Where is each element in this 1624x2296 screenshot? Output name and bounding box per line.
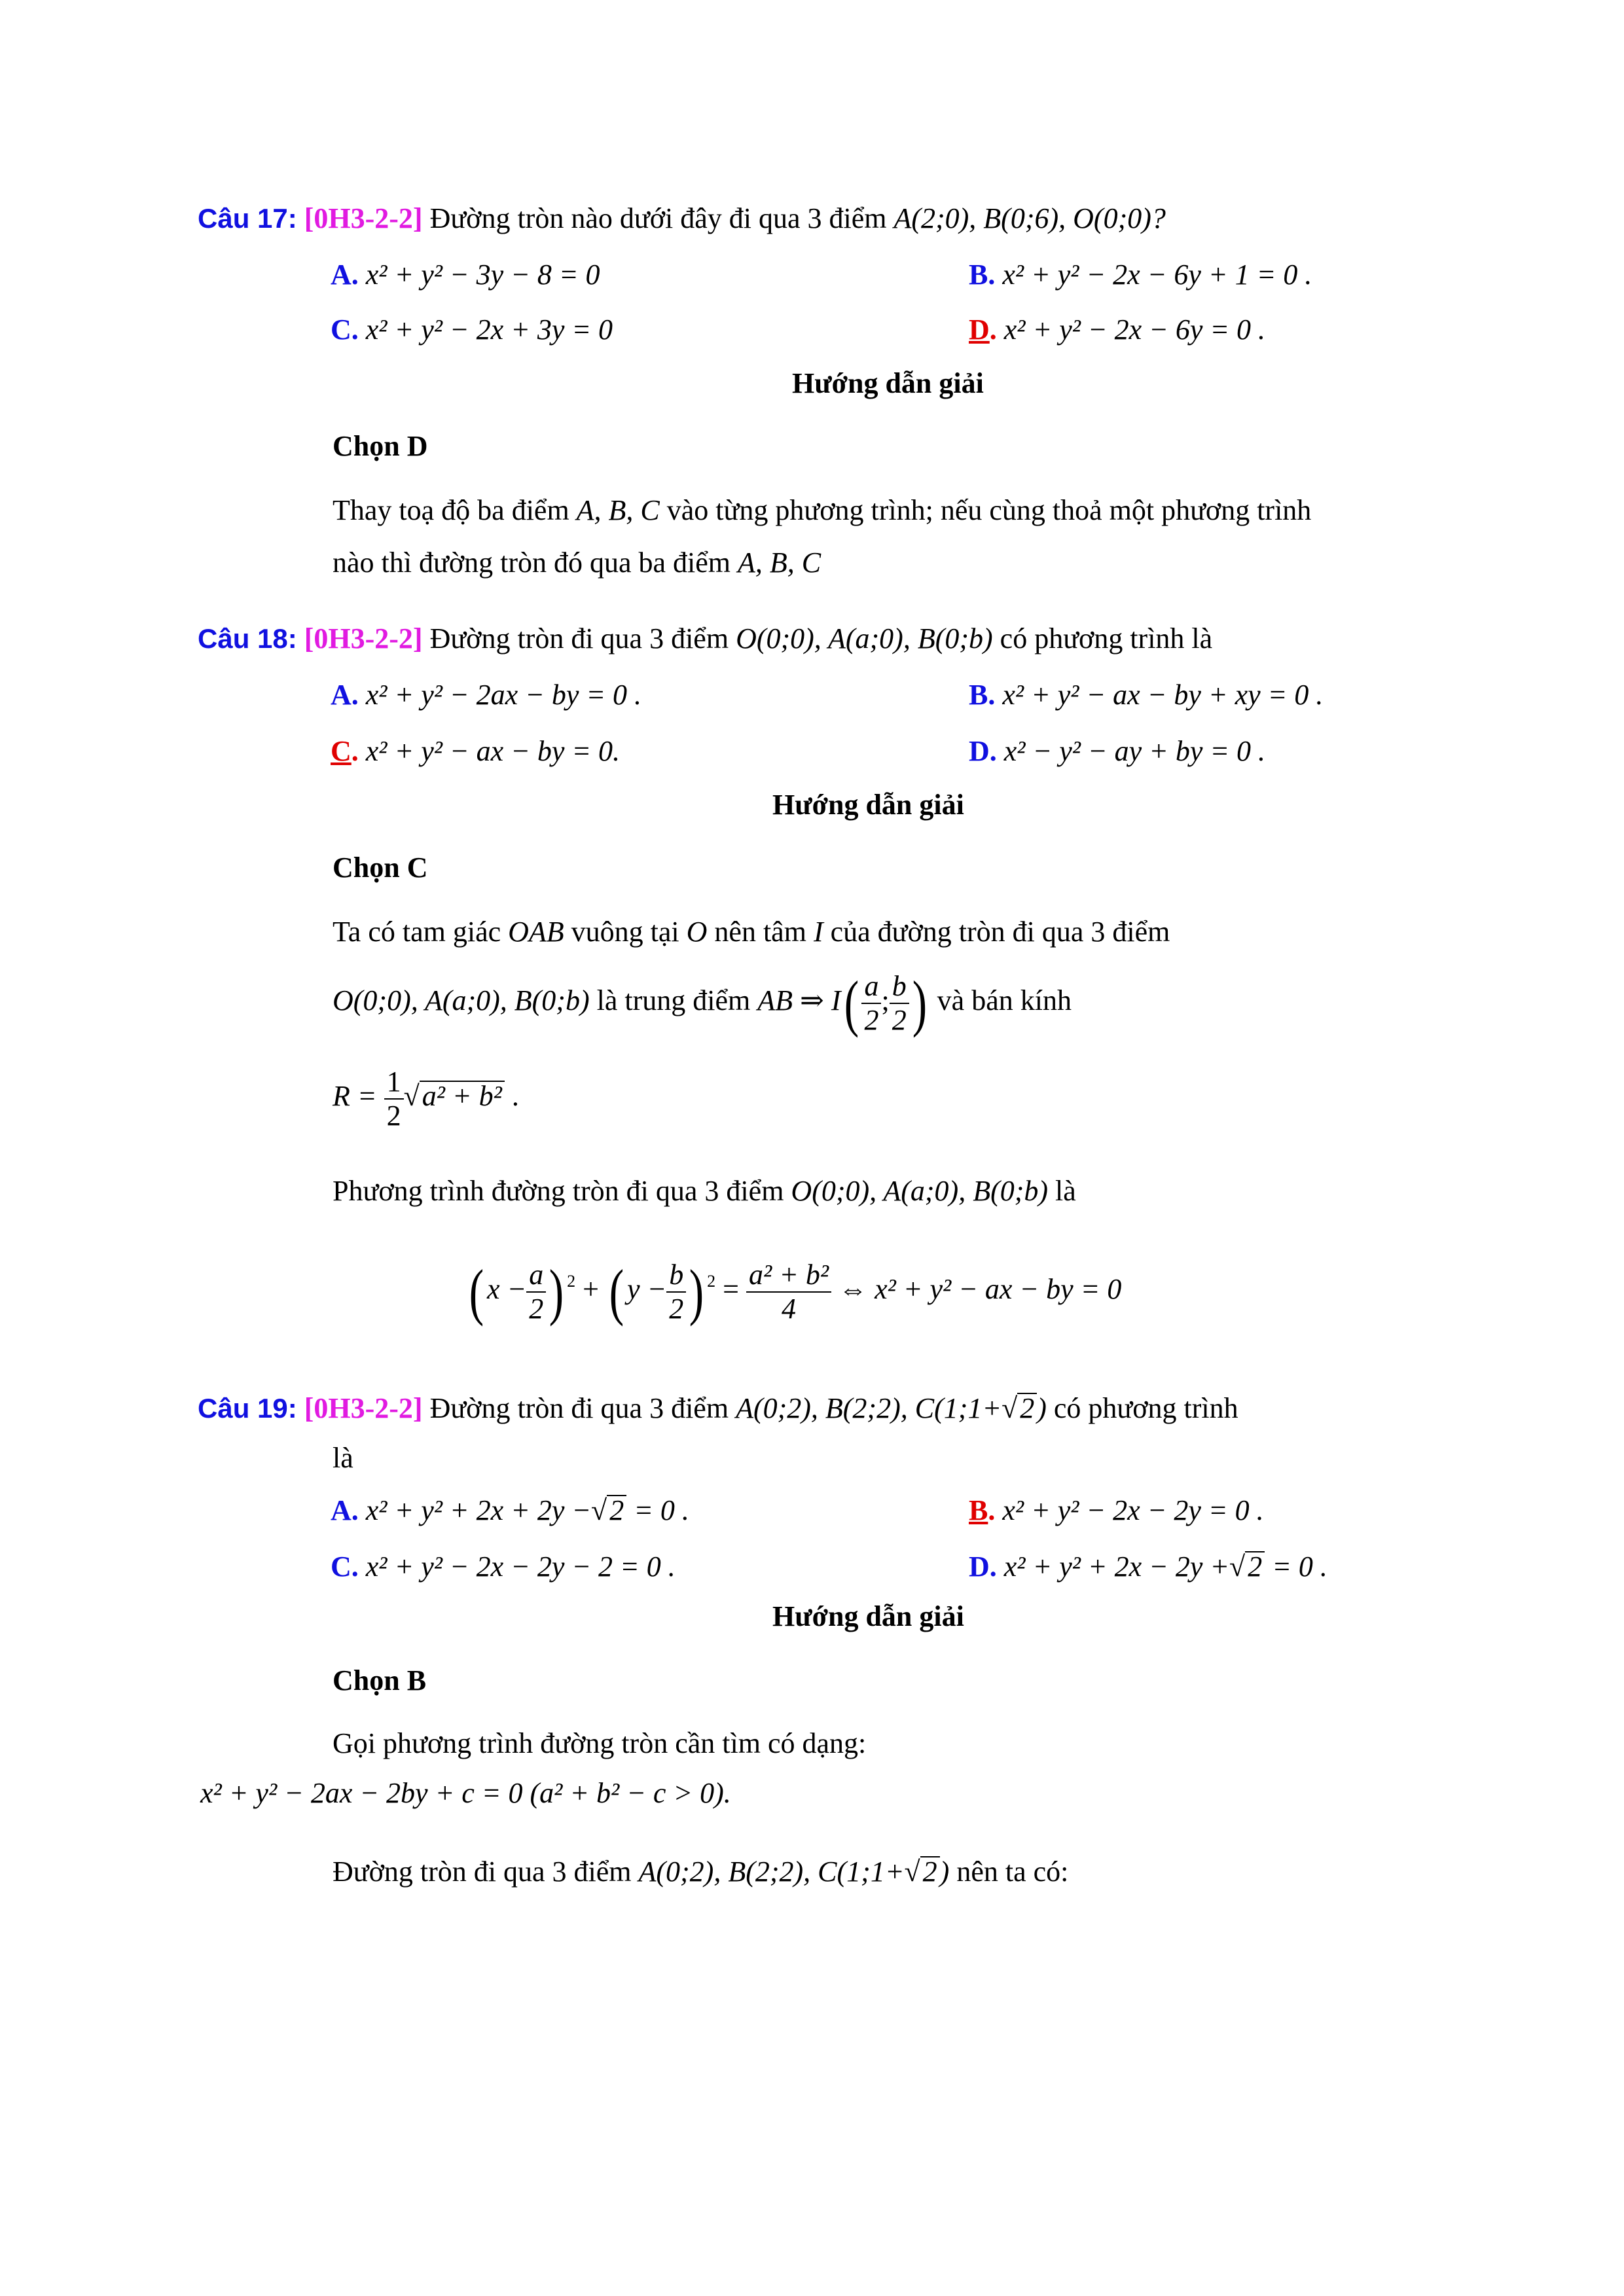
q17-option-c[interactable] (331, 312, 613, 348)
q18-radius-fraction: $\frac{1}{2}$ (384, 1066, 404, 1132)
q17-stem (198, 200, 1166, 237)
q17-solution-line-2: nào thì đường tròn đó qua ba điểm A, B, C (333, 547, 821, 579)
q19-option-c-text: x² + y² − 2x − 2y − 2 = 0 . (365, 1551, 676, 1583)
q19-solution-heading: Hướng dẫn giải (772, 1600, 964, 1632)
q18-option-d-text: x² − y² − ay + by = 0 . (1003, 735, 1266, 767)
q17-option-b[interactable] (969, 257, 1312, 293)
q19-solution-line-1: Gọi phương trình đường tròn cần tìm có dạng: (333, 1727, 867, 1759)
q18-solution-line-1: Ta có tam giác OAB vuông tại O nên tâm I của đường tròn đi qua 3 điểm (333, 916, 1170, 948)
q18-center-x-fraction: $\frac{a}{2}$ (861, 970, 881, 1037)
q19-option-b[interactable] (969, 1492, 1264, 1529)
q17-solution-heading: Hướng dẫn giải (792, 367, 984, 399)
q18-radius-sqrt: √a² + b² (404, 1060, 505, 1132)
q17-text: Đường tròn nào dưới đây đi qua 3 điểm (429, 202, 887, 234)
q19-option-a-label: A. (331, 1494, 359, 1526)
q19-text-2: có phương trình (1053, 1392, 1238, 1424)
q18-option-b-text: x² + y² − ax − by + xy = 0 . (1002, 679, 1324, 711)
q18-solution-line-4: Phương trình đường tròn đi qua 3 điểm O(0;0), A(a;0), B(0;b) là (333, 1175, 1076, 1207)
q19-option-a[interactable] (331, 1492, 689, 1529)
q18-option-d[interactable] (969, 733, 1265, 770)
q19-option-d-text: x² + y² + 2x − 2y +√2 = 0 . (1003, 1551, 1327, 1583)
q17-option-d[interactable] (969, 312, 1265, 348)
q18-solution-heading: Hướng dẫn giải (772, 789, 964, 821)
q17-option-c-text: x² + y² − 2x + 3y = 0 (365, 314, 613, 346)
q17-option-c-label: C. (331, 314, 359, 346)
q18-option-c-text: x² + y² − ax − by = 0. (365, 735, 621, 767)
q18-option-d-label: D. (969, 735, 997, 767)
q18-option-a-text: x² + y² − 2ax − by = 0 . (365, 679, 642, 711)
q19-tag: [0H3-2-2] (304, 1392, 423, 1424)
q17-option-d-label: D. (969, 314, 997, 346)
q19-points: A(0;2), B(2;2), C(1;1+√2) (736, 1392, 1047, 1424)
q18-option-b-label: B. (969, 679, 996, 711)
q17-option-d-text: x² + y² − 2x − 6y = 0 . (1003, 314, 1266, 346)
q18-points: O(0;0), A(a;0), B(0;b) (736, 622, 993, 655)
q18-text: Đường tròn đi qua 3 điểm (429, 622, 729, 655)
q19-stem-line-2: là (333, 1442, 353, 1474)
q17-option-a[interactable] (331, 257, 600, 293)
q18-solution-line-3: R = $\frac{1}{2}$ √a² + b² . (333, 1060, 519, 1132)
q19-option-d[interactable] (969, 1549, 1327, 1585)
q18-text-2: có phương trình là (1000, 622, 1213, 655)
q18-stem (198, 620, 1212, 657)
q19-text: Đường tròn đi qua 3 điểm (429, 1392, 729, 1424)
q18-option-c-label: C. (331, 735, 359, 767)
q19-choice: Chọn B (333, 1664, 427, 1696)
q17-choice: Chọn D (333, 430, 428, 462)
q17-tag: [0H3-2-2] (304, 202, 423, 234)
q17-points: A(2;0), B(0;6), O(0;0)? (893, 202, 1166, 234)
q17-label: Câu 17: (198, 203, 297, 234)
q18-solution-line-2: O(0;0), A(a;0), B(0;b) là trung điểm AB ⇒ I( $\frac{a}{2}$ ; $\frac{b}{2}$ ) và bán kính (333, 967, 1072, 1038)
q17-solution-line-1: Thay toạ độ ba điểm A, B, C vào từng phương trình; nếu cùng thoả một phương trình (333, 494, 1312, 526)
q19-option-b-label: B. (969, 1494, 996, 1526)
q19-option-c-label: C. (331, 1551, 359, 1583)
q17-option-b-label: B. (969, 259, 996, 291)
q18-option-a[interactable] (331, 677, 641, 713)
q18-option-b[interactable] (969, 677, 1323, 713)
q19-option-b-text: x² + y² − 2x − 2y = 0 . (1002, 1494, 1264, 1526)
q17-option-a-label: A. (331, 259, 359, 291)
q18-circle-equation: ( x − $\frac{a}{2}$ ) $^2$ + ( y − $\frac{b}{2}$ ) $^2$ = $\frac{\text{a² + b²}}{4}$ ⇔ x² + y² − ax − by = 0 (469, 1256, 1122, 1327)
q18-choice: Chọn C (333, 852, 428, 884)
q17-option-b-text: x² + y² − 2x − 6y + 1 = 0 . (1002, 259, 1312, 291)
q18-tag: [0H3-2-2] (304, 622, 423, 655)
q19-stem (198, 1390, 1238, 1427)
q17-option-a-text: x² + y² − 3y − 8 = 0 (365, 259, 600, 291)
q18-label: Câu 18: (198, 623, 297, 654)
q18-option-a-label: A. (331, 679, 359, 711)
q18-center-y-fraction: $\frac{b}{2}$ (890, 970, 909, 1037)
q19-option-a-text: x² + y² + 2x + 2y −√2 = 0 . (365, 1494, 689, 1526)
q19-option-d-label: D. (969, 1551, 997, 1583)
q19-option-c[interactable] (331, 1549, 676, 1585)
q18-option-c[interactable] (331, 733, 620, 770)
q19-label: Câu 19: (198, 1393, 297, 1424)
q19-solution-line-3: Đường tròn đi qua 3 điểm A(0;2), B(2;2), C(1;1+√2) nên ta có: (333, 1856, 1069, 1888)
q19-solution-line-2: x² + y² − 2ax − 2by + c = 0 (a² + b² − c > 0). (200, 1777, 731, 1809)
